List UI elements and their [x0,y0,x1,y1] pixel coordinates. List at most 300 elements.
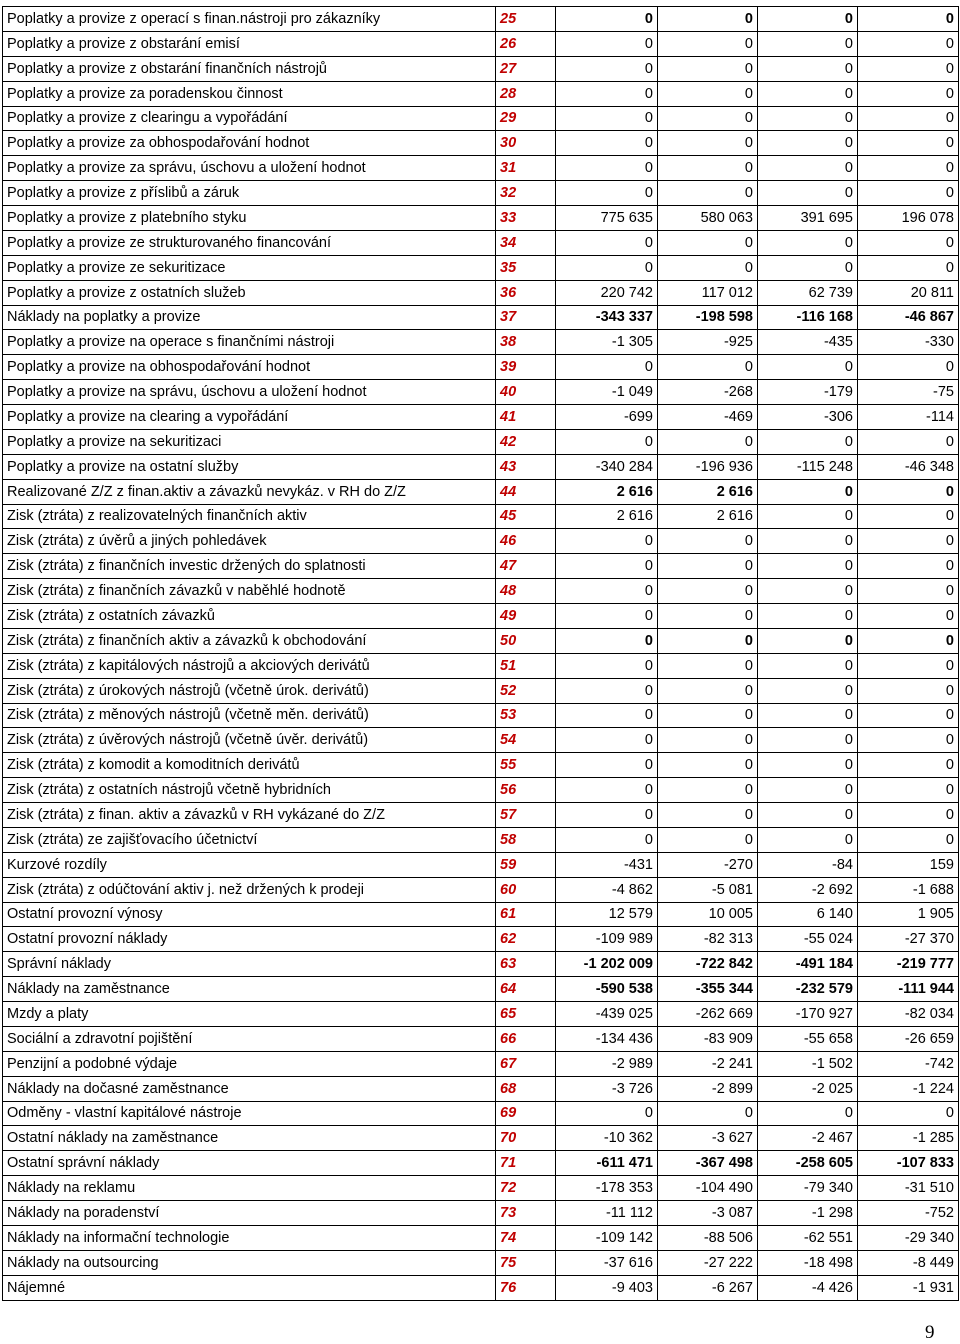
table-row [3,504,959,529]
value-cell: -5 081 [658,877,758,902]
row-number: 76 [496,1275,556,1300]
value-cell: -1 049 [556,380,658,405]
row-label: Poplatky a provize z obstarání emisí [3,31,496,56]
row-number: 26 [496,31,556,56]
value-cell: 0 [556,230,658,255]
value-cell: -4 862 [556,877,658,902]
table-row [3,255,959,280]
table-row [3,604,959,629]
table-row [3,156,959,181]
table-row [3,1101,959,1126]
row-number: 70 [496,1126,556,1151]
value-cell: -1 224 [858,1076,959,1101]
row-number: 48 [496,579,556,604]
value-cell: -2 989 [556,1051,658,1076]
row-label: Poplatky a provize na clearing a vypořádání [3,405,496,430]
value-cell: 0 [858,106,959,131]
value-cell: -611 471 [556,1151,658,1176]
value-cell: 0 [556,678,658,703]
value-cell: -109 142 [556,1225,658,1250]
value-cell: -83 909 [658,1026,758,1051]
value-cell: 0 [758,7,858,32]
value-cell: 0 [758,703,858,728]
value-cell: 0 [758,429,858,454]
row-number: 62 [496,927,556,952]
row-number: 43 [496,454,556,479]
value-cell: 0 [858,778,959,803]
table-row [3,1225,959,1250]
value-cell: 0 [858,7,959,32]
value-cell: 0 [758,156,858,181]
value-cell: 0 [658,753,758,778]
value-cell: 0 [858,753,959,778]
row-label: Náklady na dočasné zaměstnance [3,1076,496,1101]
table-row [3,703,959,728]
row-number: 25 [496,7,556,32]
value-cell: 0 [556,653,658,678]
value-cell: 0 [858,479,959,504]
value-cell: 0 [556,156,658,181]
table-row [3,529,959,554]
value-cell: 0 [758,479,858,504]
table-row [3,554,959,579]
value-cell: 0 [658,529,758,554]
value-cell: -439 025 [556,1002,658,1027]
row-label: Náklady na zaměstnance [3,977,496,1002]
value-cell: 0 [858,1101,959,1126]
value-cell: 0 [658,827,758,852]
value-cell: 0 [858,56,959,81]
value-cell: 0 [556,579,658,604]
value-cell: 0 [858,554,959,579]
value-cell: 0 [758,255,858,280]
row-label: Mzdy a platy [3,1002,496,1027]
value-cell: -55 658 [758,1026,858,1051]
row-number: 29 [496,106,556,131]
table-row [3,206,959,231]
value-cell: -116 168 [758,305,858,330]
value-cell: 0 [758,131,858,156]
value-cell: -268 [658,380,758,405]
value-cell: 0 [658,678,758,703]
value-cell: -11 112 [556,1201,658,1226]
row-label: Ostatní provozní výnosy [3,902,496,927]
row-number: 36 [496,280,556,305]
value-cell: 0 [658,653,758,678]
value-cell: -590 538 [556,977,658,1002]
financial-statement-table [2,6,959,1301]
table-row [3,31,959,56]
value-cell: -9 403 [556,1275,658,1300]
value-cell: -134 436 [556,1026,658,1051]
value-cell: -306 [758,405,858,430]
value-cell: -8 449 [858,1250,959,1275]
row-number: 46 [496,529,556,554]
row-label: Náklady na poradenství [3,1201,496,1226]
value-cell: 0 [858,653,959,678]
value-cell: -355 344 [658,977,758,1002]
row-label: Poplatky a provize z platebního styku [3,206,496,231]
value-cell: 0 [556,827,658,852]
table-row [3,952,959,977]
value-cell: 0 [758,181,858,206]
table-row [3,778,959,803]
value-cell: -62 551 [758,1225,858,1250]
value-cell: 0 [658,703,758,728]
row-label: Zisk (ztráta) z komodit a komoditních derivátů [3,753,496,778]
table-row [3,305,959,330]
value-cell: -925 [658,330,758,355]
value-cell: 0 [556,31,658,56]
row-label: Poplatky a provize ze strukturovaného financování [3,230,496,255]
row-label: Poplatky a provize ze sekuritizace [3,255,496,280]
value-cell: -75 [858,380,959,405]
row-number: 60 [496,877,556,902]
value-cell: -178 353 [556,1176,658,1201]
table-row [3,230,959,255]
value-cell: -343 337 [556,305,658,330]
value-cell: 20 811 [858,280,959,305]
value-cell: -27 370 [858,927,959,952]
row-number: 45 [496,504,556,529]
value-cell: -2 692 [758,877,858,902]
value-cell: 0 [858,131,959,156]
value-cell: 0 [758,653,858,678]
row-label: Zisk (ztráta) z odúčtování aktiv j. než držených k prodeji [3,877,496,902]
value-cell: 0 [758,604,858,629]
value-cell: 0 [858,355,959,380]
page-number: 9 [925,1322,935,1343]
value-cell: 0 [858,529,959,554]
value-cell: 0 [858,156,959,181]
value-cell: -1 305 [556,330,658,355]
value-cell: 0 [758,778,858,803]
value-cell: 0 [758,753,858,778]
row-label: Realizované Z/Z z finan.aktiv a závazků nevykáz. v RH do Z/Z [3,479,496,504]
value-cell: -46 867 [858,305,959,330]
row-number: 74 [496,1225,556,1250]
value-cell: 0 [658,156,758,181]
row-label: Poplatky a provize za poradenskou činnost [3,81,496,106]
row-label: Ostatní provozní náklady [3,927,496,952]
value-cell: 0 [758,230,858,255]
value-cell: -82 034 [858,1002,959,1027]
row-number: 75 [496,1250,556,1275]
row-number: 32 [496,181,556,206]
row-label: Poplatky a provize z clearingu a vypořádání [3,106,496,131]
value-cell: -198 598 [658,305,758,330]
row-label: Poplatky a provize z operací s finan.nástroji pro zákazníky [3,7,496,32]
value-cell: 0 [758,355,858,380]
table-row [3,479,959,504]
value-cell: 0 [758,56,858,81]
value-cell: 0 [556,131,658,156]
value-cell: -3 087 [658,1201,758,1226]
value-cell: 0 [658,803,758,828]
row-number: 47 [496,554,556,579]
value-cell: 391 695 [758,206,858,231]
value-cell: 0 [658,1101,758,1126]
value-cell: 0 [858,81,959,106]
value-cell: -55 024 [758,927,858,952]
value-cell: 0 [658,554,758,579]
value-cell: 0 [556,753,658,778]
row-number: 61 [496,902,556,927]
table-row [3,1151,959,1176]
row-label: Správní náklady [3,952,496,977]
value-cell: 0 [658,604,758,629]
value-cell: 0 [556,554,658,579]
value-cell: -31 510 [858,1176,959,1201]
row-number: 42 [496,429,556,454]
value-cell: -104 490 [658,1176,758,1201]
value-cell: 0 [758,529,858,554]
row-number: 64 [496,977,556,1002]
row-number: 71 [496,1151,556,1176]
value-cell: -1 931 [858,1275,959,1300]
row-number: 41 [496,405,556,430]
row-number: 57 [496,803,556,828]
table-row [3,1275,959,1300]
value-cell: 0 [758,579,858,604]
value-cell: 0 [858,31,959,56]
value-cell: 0 [758,628,858,653]
row-number: 63 [496,952,556,977]
value-cell: -1 298 [758,1201,858,1226]
value-cell: -179 [758,380,858,405]
value-cell: -2 467 [758,1126,858,1151]
value-cell: -340 284 [556,454,658,479]
row-number: 54 [496,728,556,753]
value-cell: -270 [658,852,758,877]
table-row [3,728,959,753]
row-label: Nájemné [3,1275,496,1300]
value-cell: 0 [556,778,658,803]
row-label: Ostatní správní náklady [3,1151,496,1176]
value-cell: 0 [858,604,959,629]
table-row [3,131,959,156]
value-cell: -752 [858,1201,959,1226]
value-cell: 159 [858,852,959,877]
value-cell: 2 616 [556,504,658,529]
row-label: Zisk (ztráta) z realizovatelných finančních aktiv [3,504,496,529]
value-cell: -722 842 [658,952,758,977]
value-cell: 196 078 [858,206,959,231]
value-cell: 0 [658,579,758,604]
table-body [3,7,959,1301]
value-cell: 0 [658,31,758,56]
value-cell: 0 [758,106,858,131]
value-cell: -6 267 [658,1275,758,1300]
value-cell: -1 202 009 [556,952,658,977]
value-cell: 0 [758,803,858,828]
value-cell: 0 [556,355,658,380]
value-cell: 0 [858,628,959,653]
value-cell: 0 [556,429,658,454]
table-row [3,1026,959,1051]
value-cell: 0 [556,529,658,554]
value-cell: -219 777 [858,952,959,977]
value-cell: 220 742 [556,280,658,305]
value-cell: -469 [658,405,758,430]
table-row [3,1051,959,1076]
row-label: Odměny - vlastní kapitálové nástroje [3,1101,496,1126]
value-cell: -196 936 [658,454,758,479]
row-label: Zisk (ztráta) z finančních aktiv a závazků k obchodování [3,628,496,653]
value-cell: -2 025 [758,1076,858,1101]
value-cell: 0 [658,728,758,753]
value-cell: 1 905 [858,902,959,927]
row-label: Zisk (ztráta) z úvěrů a jiných pohledávek [3,529,496,554]
table-row [3,106,959,131]
row-number: 31 [496,156,556,181]
value-cell: -4 426 [758,1275,858,1300]
table-row [3,1176,959,1201]
value-cell: -2 241 [658,1051,758,1076]
value-cell: 0 [658,131,758,156]
value-cell: -170 927 [758,1002,858,1027]
row-number: 67 [496,1051,556,1076]
row-label: Zisk (ztráta) z ostatních nástrojů včetně hybridních [3,778,496,803]
value-cell: -79 340 [758,1176,858,1201]
value-cell: 0 [556,56,658,81]
row-label: Poplatky a provize na obhospodařování hodnot [3,355,496,380]
value-cell: -114 [858,405,959,430]
value-cell: 0 [858,678,959,703]
value-cell: 0 [556,81,658,106]
value-cell: 0 [658,7,758,32]
value-cell: -18 498 [758,1250,858,1275]
value-cell: 0 [858,255,959,280]
value-cell: 0 [858,429,959,454]
row-label: Zisk (ztráta) z finančních investic držených do splatnosti [3,554,496,579]
value-cell: -37 616 [556,1250,658,1275]
table-row [3,81,959,106]
table-row [3,454,959,479]
row-number: 40 [496,380,556,405]
table-row [3,1201,959,1226]
table-row [3,579,959,604]
row-label: Náklady na poplatky a provize [3,305,496,330]
row-number: 69 [496,1101,556,1126]
value-cell: 0 [658,106,758,131]
row-number: 73 [496,1201,556,1226]
row-label: Poplatky a provize na ostatní služby [3,454,496,479]
value-cell: 0 [758,1101,858,1126]
value-cell: 0 [556,106,658,131]
table-row [3,877,959,902]
row-number: 72 [496,1176,556,1201]
value-cell: -3 726 [556,1076,658,1101]
value-cell: 0 [758,827,858,852]
value-cell: 0 [758,31,858,56]
value-cell: 0 [556,255,658,280]
value-cell: -111 944 [858,977,959,1002]
table-row [3,330,959,355]
row-number: 51 [496,653,556,678]
row-number: 65 [496,1002,556,1027]
row-label: Poplatky a provize na sekuritizaci [3,429,496,454]
row-label: Penzijní a podobné výdaje [3,1051,496,1076]
value-cell: -262 669 [658,1002,758,1027]
row-label: Zisk (ztráta) z ostatních závazků [3,604,496,629]
row-number: 39 [496,355,556,380]
value-cell: 0 [556,628,658,653]
value-cell: -1 688 [858,877,959,902]
value-cell: 6 140 [758,902,858,927]
row-label: Zisk (ztráta) z kapitálových nástrojů a akciových derivátů [3,653,496,678]
table-row [3,852,959,877]
value-cell: 0 [556,604,658,629]
table-row [3,827,959,852]
value-cell: 0 [858,803,959,828]
table-row [3,7,959,32]
row-number: 58 [496,827,556,852]
value-cell: -115 248 [758,454,858,479]
value-cell: -26 659 [858,1026,959,1051]
value-cell: 0 [658,230,758,255]
value-cell: -84 [758,852,858,877]
row-label: Poplatky a provize z příslibů a záruk [3,181,496,206]
row-label: Sociální a zdravotní pojištění [3,1026,496,1051]
value-cell: -109 989 [556,927,658,952]
table-row [3,902,959,927]
value-cell: -435 [758,330,858,355]
value-cell: -107 833 [858,1151,959,1176]
row-number: 56 [496,778,556,803]
table-row [3,927,959,952]
row-label: Ostatní náklady na zaměstnance [3,1126,496,1151]
value-cell: -2 899 [658,1076,758,1101]
value-cell: -367 498 [658,1151,758,1176]
value-cell: -491 184 [758,952,858,977]
value-cell: -330 [858,330,959,355]
value-cell: -699 [556,405,658,430]
row-number: 37 [496,305,556,330]
row-number: 53 [496,703,556,728]
value-cell: 2 616 [658,479,758,504]
value-cell: 0 [658,355,758,380]
value-cell: 0 [556,7,658,32]
table-row [3,429,959,454]
row-label: Poplatky a provize na operace s finančními nástroji [3,330,496,355]
value-cell: 775 635 [556,206,658,231]
table-row [3,181,959,206]
value-cell: -88 506 [658,1225,758,1250]
value-cell: 0 [858,230,959,255]
value-cell: -46 348 [858,454,959,479]
value-cell: 117 012 [658,280,758,305]
row-number: 35 [496,255,556,280]
value-cell: 580 063 [658,206,758,231]
value-cell: 0 [658,429,758,454]
row-label: Náklady na informační technologie [3,1225,496,1250]
row-number: 49 [496,604,556,629]
table-row [3,405,959,430]
value-cell: -29 340 [858,1225,959,1250]
value-cell: -258 605 [758,1151,858,1176]
row-label: Zisk (ztráta) z úrokových nástrojů (včetně úrok. derivátů) [3,678,496,703]
value-cell: 10 005 [658,902,758,927]
row-number: 34 [496,230,556,255]
row-label: Poplatky a provize na správu, úschovu a uložení hodnot [3,380,496,405]
value-cell: 0 [658,628,758,653]
row-number: 50 [496,628,556,653]
table-row [3,628,959,653]
row-label: Zisk (ztráta) z finančních závazků v naběhlé hodnotě [3,579,496,604]
row-label: Kurzové rozdíly [3,852,496,877]
value-cell: 62 739 [758,280,858,305]
